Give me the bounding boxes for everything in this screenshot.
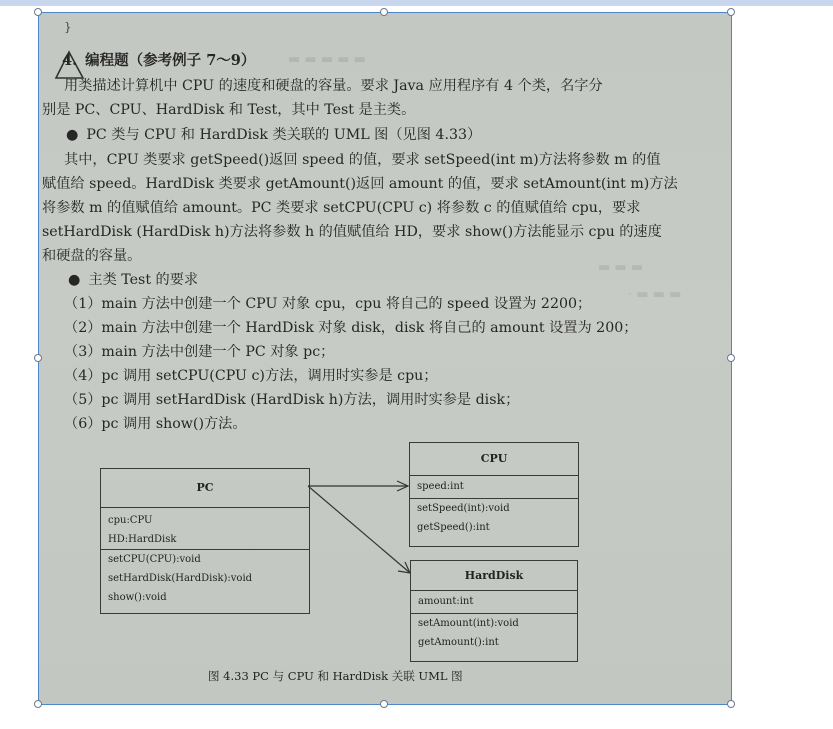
uml-method: setSpeed(int):void: [417, 503, 510, 514]
intro-line-1: 用类描述计算机中 CPU 的速度和硬盘的容量。要求 Java 应用程序有 4 个类，名字分: [64, 78, 603, 94]
uml-attribute: speed:int: [417, 481, 464, 492]
resize-handle-bottom-right[interactable]: [727, 700, 735, 708]
uml-method: setHardDisk(HardDisk):void: [108, 573, 253, 584]
step-2: （2）main 方法中创建一个 HardDisk 对象 disk，disk 将自己的 amount 设置为 200；: [64, 320, 638, 336]
uml-method: setAmount(int):void: [418, 618, 519, 629]
uml-attribute: amount:int: [418, 596, 474, 607]
bleed-through-text: · ▬ ▬ ▬: [628, 287, 682, 302]
paragraph-line-4: setHardDisk (HardDisk h)方法将参数 h 的值赋值给 HD，要求 show()方法能显示 cpu 的速度: [42, 224, 662, 240]
bullet-dot-icon: ●: [66, 127, 79, 143]
resize-handle-left[interactable]: [34, 354, 42, 362]
uml-method: getSpeed():int: [417, 522, 490, 533]
resize-handle-top-left[interactable]: [34, 8, 42, 16]
question-heading-text: 编程题（参考例子 7～9）: [85, 52, 256, 69]
resize-handle-top-right[interactable]: [727, 8, 735, 16]
uml-method: getAmount():int: [418, 637, 499, 648]
question-number: 4.: [62, 52, 78, 69]
document-photo[interactable]: [38, 12, 732, 704]
uml-method: show():void: [108, 592, 167, 603]
uml-class-name: CPU: [480, 452, 508, 465]
resize-handle-top[interactable]: [380, 8, 388, 16]
bleed-through-text: ▬ ▬ ▬ ▬ ▬: [288, 52, 366, 67]
step-1: （1）main 方法中创建一个 CPU 对象 cpu，cpu 将自己的 speed 设置为 2200；: [64, 296, 592, 312]
uml-attribute: cpu:CPU: [108, 515, 153, 526]
paragraph-line-3: 将参数 m 的值赋值给 amount。PC 类要求 setCPU(CPU c) 将参数 c 的值赋值给 cpu，要求: [42, 200, 641, 216]
resize-handle-bottom[interactable]: [380, 700, 388, 708]
uml-class-name: PC: [196, 481, 214, 494]
resize-handle-right[interactable]: [727, 354, 735, 362]
uml-association-arrows: [38, 12, 732, 704]
bullet-dot-icon: ●: [68, 272, 81, 288]
uml-class-name: HardDisk: [464, 569, 524, 582]
step-3: （3）main 方法中创建一个 PC 对象 pc；: [64, 344, 335, 360]
uml-method: setCPU(CPU):void: [108, 554, 201, 565]
bleed-through-text: ▬ ▬ ▬: [598, 260, 644, 275]
bullet-test-text: 主类 Test 的要求: [88, 272, 199, 288]
paragraph-line-5: 和硬盘的容量。: [42, 248, 142, 264]
window-top-strip: [0, 0, 833, 6]
bullet-uml-text: PC 类与 CPU 和 HardDisk 类关联的 UML 图（见图 4.33）: [86, 127, 482, 143]
step-4: （4）pc 调用 setCPU(CPU c)方法，调用时实参是 cpu；: [64, 368, 438, 384]
step-5: （5）pc 调用 setHardDisk (HardDisk h)方法，调用时实参是 disk；: [64, 392, 520, 408]
intro-line-2: 别是 PC、CPU、HardDisk 和 Test，其中 Test 是主类。: [42, 102, 416, 118]
step-6: （6）pc 调用 show()方法。: [64, 416, 247, 432]
paragraph-line-2: 赋值给 speed。HardDisk 类要求 getAmount()返回 amount 的值，要求 setAmount(int m)方法: [42, 176, 678, 192]
paragraph-line-1: 其中，CPU 类要求 getSpeed()返回 speed 的值，要求 setSpeed(int m)方法将参数 m 的值: [64, 152, 661, 168]
page-bracket: }: [64, 20, 72, 34]
association-pc-harddisk: [308, 486, 409, 572]
resize-handle-bottom-left[interactable]: [34, 700, 42, 708]
figure-caption: 图 4.33 PC 与 CPU 和 HardDisk 关联 UML 图: [208, 669, 463, 683]
uml-attribute: HD:HardDisk: [108, 534, 177, 545]
